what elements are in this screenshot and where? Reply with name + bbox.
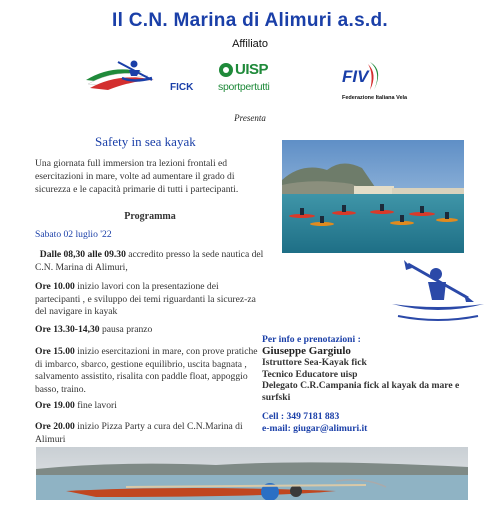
fick-caption: FICK <box>170 82 194 93</box>
schedule-text: fine lavori <box>74 400 117 411</box>
contact-phone[interactable]: Cell : 349 7181 883 <box>262 411 340 422</box>
contact-email-link[interactable]: e-mail: giugar@alimuri.it <box>262 422 368 434</box>
schedule-text: pausa pranzo <box>99 324 153 335</box>
fick-logo <box>82 58 194 98</box>
schedule-text: accredito presso la sede nautica del C.N. Marina di Alimuri, <box>35 249 264 273</box>
fick-logo-icon <box>82 58 182 98</box>
contact-block <box>262 334 487 434</box>
fiv-logo <box>328 60 428 102</box>
event-date: Sabato 02 luglio '22 <box>35 229 112 240</box>
uisp-caption: UISP <box>235 61 269 78</box>
kayak-bay-photo <box>282 140 464 253</box>
info-heading: Per info e prenotazioni : <box>262 334 361 345</box>
schedule-text: inizio lavori con la presentazione dei partecipanti , e sviluppo dei temi riguardanti la sicurez-za del navigare in kayak <box>35 281 256 317</box>
schedule-item <box>35 249 265 274</box>
kayaker-silhouette-icon <box>388 258 488 328</box>
kayak-group-photo <box>36 447 468 500</box>
schedule-item <box>35 281 265 319</box>
schedule-time: Ore 10.00 <box>35 281 75 292</box>
uisp-logo <box>218 62 286 98</box>
schedule-item <box>35 324 265 337</box>
contact-role: Istruttore Sea-Kayak fick <box>262 357 367 368</box>
fiv-subcaption: Federazione Italiana Vela <box>342 95 408 101</box>
schedule-time: Ore 15.00 <box>35 346 75 357</box>
fiv-logo-icon <box>340 60 386 92</box>
schedule-text: inizio Pizza Party a cura del C.N.Marina di Alimuri <box>35 421 243 445</box>
fiv-caption: FIV <box>342 67 369 86</box>
presenta-label: Presenta <box>234 113 266 123</box>
schedule-time: Dalle 08,30 alle 09.30 <box>39 249 126 260</box>
programma-heading: Programma <box>124 211 176 222</box>
contact-role: Tecnico Educatore uisp <box>262 368 358 380</box>
contact-role: Delegato C.R.Campania fick al kayak da mare e surfski <box>262 380 460 403</box>
contact-name: Giuseppe Gargiulo <box>262 344 351 357</box>
event-title: Safety in sea kayak <box>95 134 196 149</box>
uisp-subcaption: sportpertutti <box>218 81 270 93</box>
document-title: Il C.N. Marina di Alimuri a.s.d. <box>112 10 388 31</box>
intro-paragraph: Una giornata full immersion tra lezioni frontali ed esercitazioni in mare, volte ad aumentare il grado di sicurezza e le capacità primarie di tutti i partecipanti. <box>35 158 239 195</box>
schedule-item <box>35 346 265 396</box>
uisp-logo-icon <box>218 62 234 78</box>
schedule-time: Ore 19.00 <box>35 400 75 411</box>
schedule-time: Ore 13.30-14,30 <box>35 324 100 335</box>
schedule-item <box>35 400 265 413</box>
affiliato-label: Affiliato <box>232 38 268 50</box>
schedule-text: inizio esercitazioni in mare, con prove pratiche di imbarco, sbarco, gestione equilibrio, uscita bagnata , salvamento assistito, risalita con paddle float, appoggio basso, traino. <box>35 346 258 395</box>
schedule-time: Ore 20.00 <box>35 421 75 432</box>
schedule-item <box>35 421 265 446</box>
